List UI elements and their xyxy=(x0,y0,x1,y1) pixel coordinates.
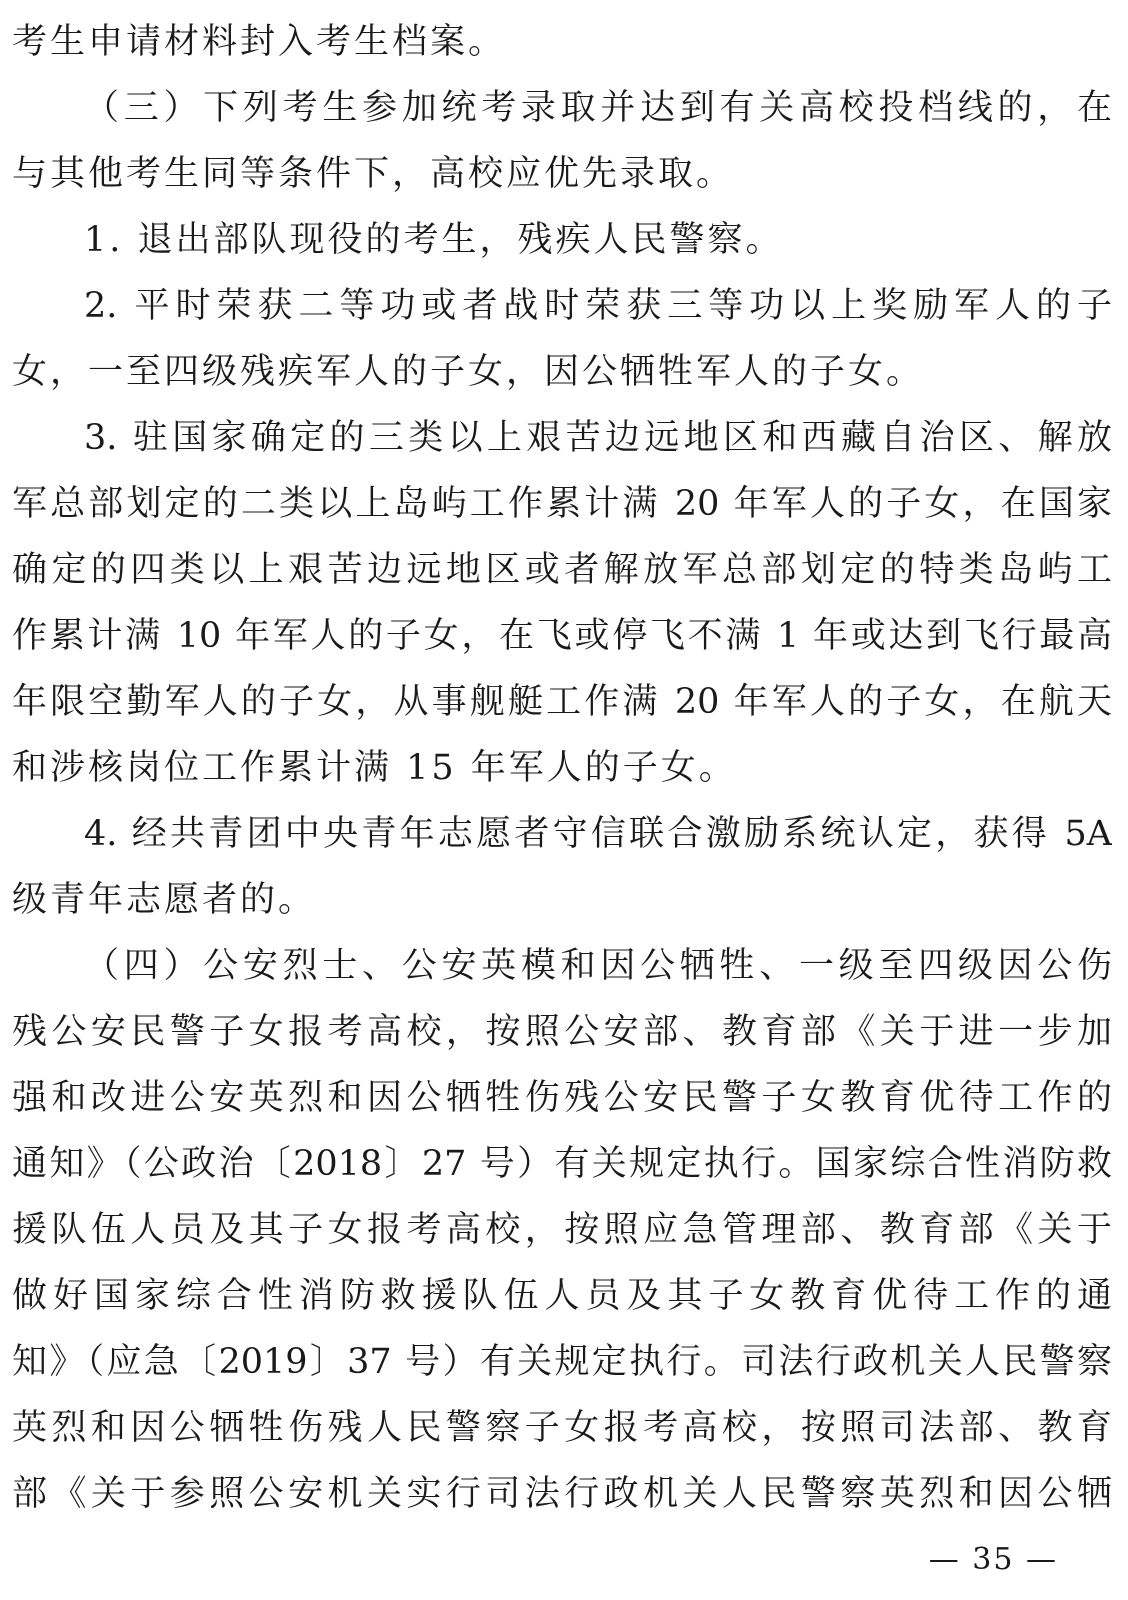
list-item-line: 年限空勤军人的子女，从事舰艇工作满 20 年军人的子女，在航天 xyxy=(12,682,1112,722)
list-item-line: 2. 平时荣获二等功或者战时荣获三等功以上奖励军人的子 xyxy=(84,286,1112,326)
paragraph-line: 援队伍人员及其子女报考高校，按照应急管理部、教育部《关于 xyxy=(12,1210,1112,1250)
paragraph-line: 残公安民警子女报考高校，按照公安部、教育部《关于进一步加 xyxy=(12,1012,1112,1052)
paragraph-line: 考生申请材料封入考生档案。 xyxy=(12,22,507,62)
paragraph-line: （三）下列考生参加统考录取并达到有关高校投档线的，在 xyxy=(84,88,1112,128)
paragraph-line: 强和改进公安英烈和因公牺牲伤残公安民警子女教育优待工作的 xyxy=(12,1078,1112,1118)
list-item-line: 1. 退出部队现役的考生，残疾人民警察。 xyxy=(84,220,784,260)
list-item-line: 确定的四类以上艰苦边远地区或者解放军总部划定的特类岛屿工 xyxy=(12,550,1112,590)
paragraph-line: 部《关于参照公安机关实行司法行政机关人民警察英烈和因公牺 xyxy=(12,1474,1112,1514)
paragraph-line: 做好国家综合性消防救援队伍人员及其子女教育优待工作的通 xyxy=(12,1276,1112,1316)
list-item-line: 女，一至四级残疾军人的子女，因公牺牲军人的子女。 xyxy=(12,352,925,392)
list-item-line: 4. 经共青团中央青年志愿者守信联合激励系统认定，获得 5A xyxy=(84,814,1112,854)
paragraph-line: 知》（应急〔2019〕37 号）有关规定执行。司法行政机关人民警察 xyxy=(12,1342,1112,1382)
paragraph-line: 通知》（公政治〔2018〕27 号）有关规定执行。国家综合性消防救 xyxy=(12,1144,1112,1184)
list-item-line: 3. 驻国家确定的三类以上艰苦边远地区和西藏自治区、解放 xyxy=(84,418,1112,458)
paragraph-line: （四）公安烈士、公安英模和因公牺牲、一级至四级因公伤 xyxy=(84,946,1112,986)
paragraph-line: 与其他考生同等条件下，高校应优先录取。 xyxy=(12,154,735,194)
list-item-line: 作累计满 10 年军人的子女，在飞或停飞不满 1 年或达到飞行最高 xyxy=(12,616,1112,656)
list-item-line: 军总部划定的二类以上岛屿工作累计满 20 年军人的子女，在国家 xyxy=(12,484,1112,524)
paragraph-line: 英烈和因公牺牲伤残人民警察子女报考高校，按照司法部、教育 xyxy=(12,1408,1112,1448)
list-item-line: 级青年志愿者的。 xyxy=(12,880,317,920)
list-item-line: 和涉核岗位工作累计满 15 年军人的子女。 xyxy=(12,748,737,788)
page-number: — 35 — xyxy=(928,1542,1058,1577)
